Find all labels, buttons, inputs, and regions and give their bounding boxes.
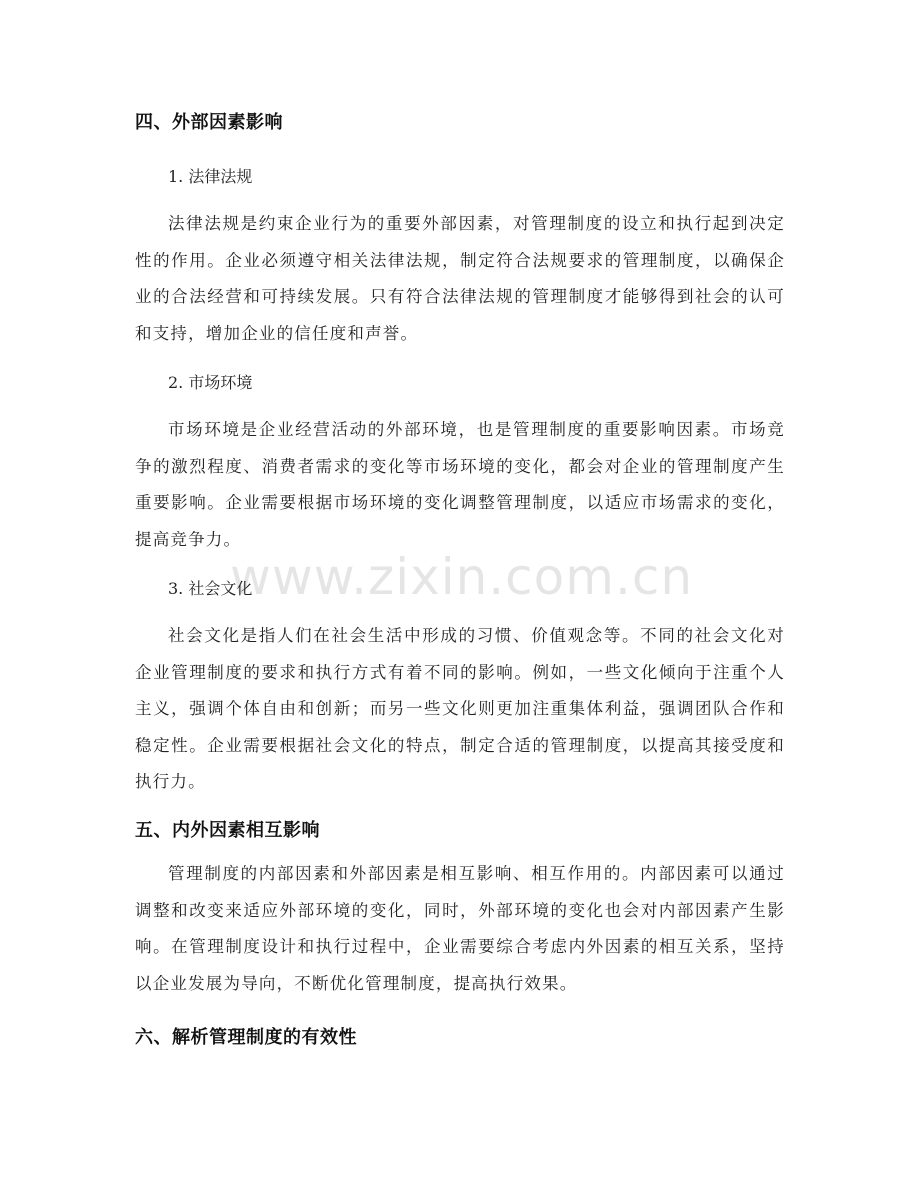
paragraph-interaction: 管理制度的内部因素和外部因素是相互影响、相互作用的。内部因素可以通过调整和改变来适应外部环境的变化，同时，外部环境的变化也会对内部因素产生影响。在管理制度设计和执行过程中，企业需要综合考虑内外因素的相互关系，坚持以企业发展为导向，不断优化管理制度，提高执行效果。 bbox=[135, 864, 785, 993]
paragraph-culture: 社会文化是指人们在社会生活中形成的习惯、价值观念等。不同的社会文化对企业管理制度的要求和执行方式有着不同的影响。例如，一些文化倾向于注重个人主义，强调个体自由和创新；而另一些文化则更加注重集体利益，强调团队合作和稳定性。企业需要根据社会文化的特点，制定合适的管理制度，以提高其接受度和执行力。 bbox=[135, 626, 785, 791]
subheading-market: 2. 市场环境 bbox=[168, 373, 253, 392]
paragraph-laws: 法律法规是约束企业行为的重要外部因素，对管理制度的设立和执行起到决定性的作用。企业必须遵守相关法律法规，制定符合法规要求的管理制度，以确保企业的合法经营和可持续发展。只有符合法律法规的管理制度才能够得到社会的认可和支持，增加企业的信任度和声誉。 bbox=[135, 214, 785, 343]
watermark-text: www.zixin.com.cn bbox=[230, 548, 694, 606]
section-heading-interaction: 五、内外因素相互影响 bbox=[135, 820, 320, 841]
subheading-laws: 1. 法律法规 bbox=[168, 167, 253, 186]
section-heading-effectiveness: 六、解析管理制度的有效性 bbox=[135, 1027, 357, 1048]
paragraph-market: 市场环境是企业经营活动的外部环境，也是管理制度的重要影响因素。市场竞争的激烈程度、消费者需求的变化等市场环境的变化，都会对企业的管理制度产生重要影响。企业需要根据市场环境的变化调整管理制度，以适应市场需求的变化，提高竞争力。 bbox=[135, 420, 785, 549]
section-heading-external-factors: 四、外部因素影响 bbox=[135, 112, 283, 133]
subheading-culture: 3. 社会文化 bbox=[168, 579, 253, 598]
